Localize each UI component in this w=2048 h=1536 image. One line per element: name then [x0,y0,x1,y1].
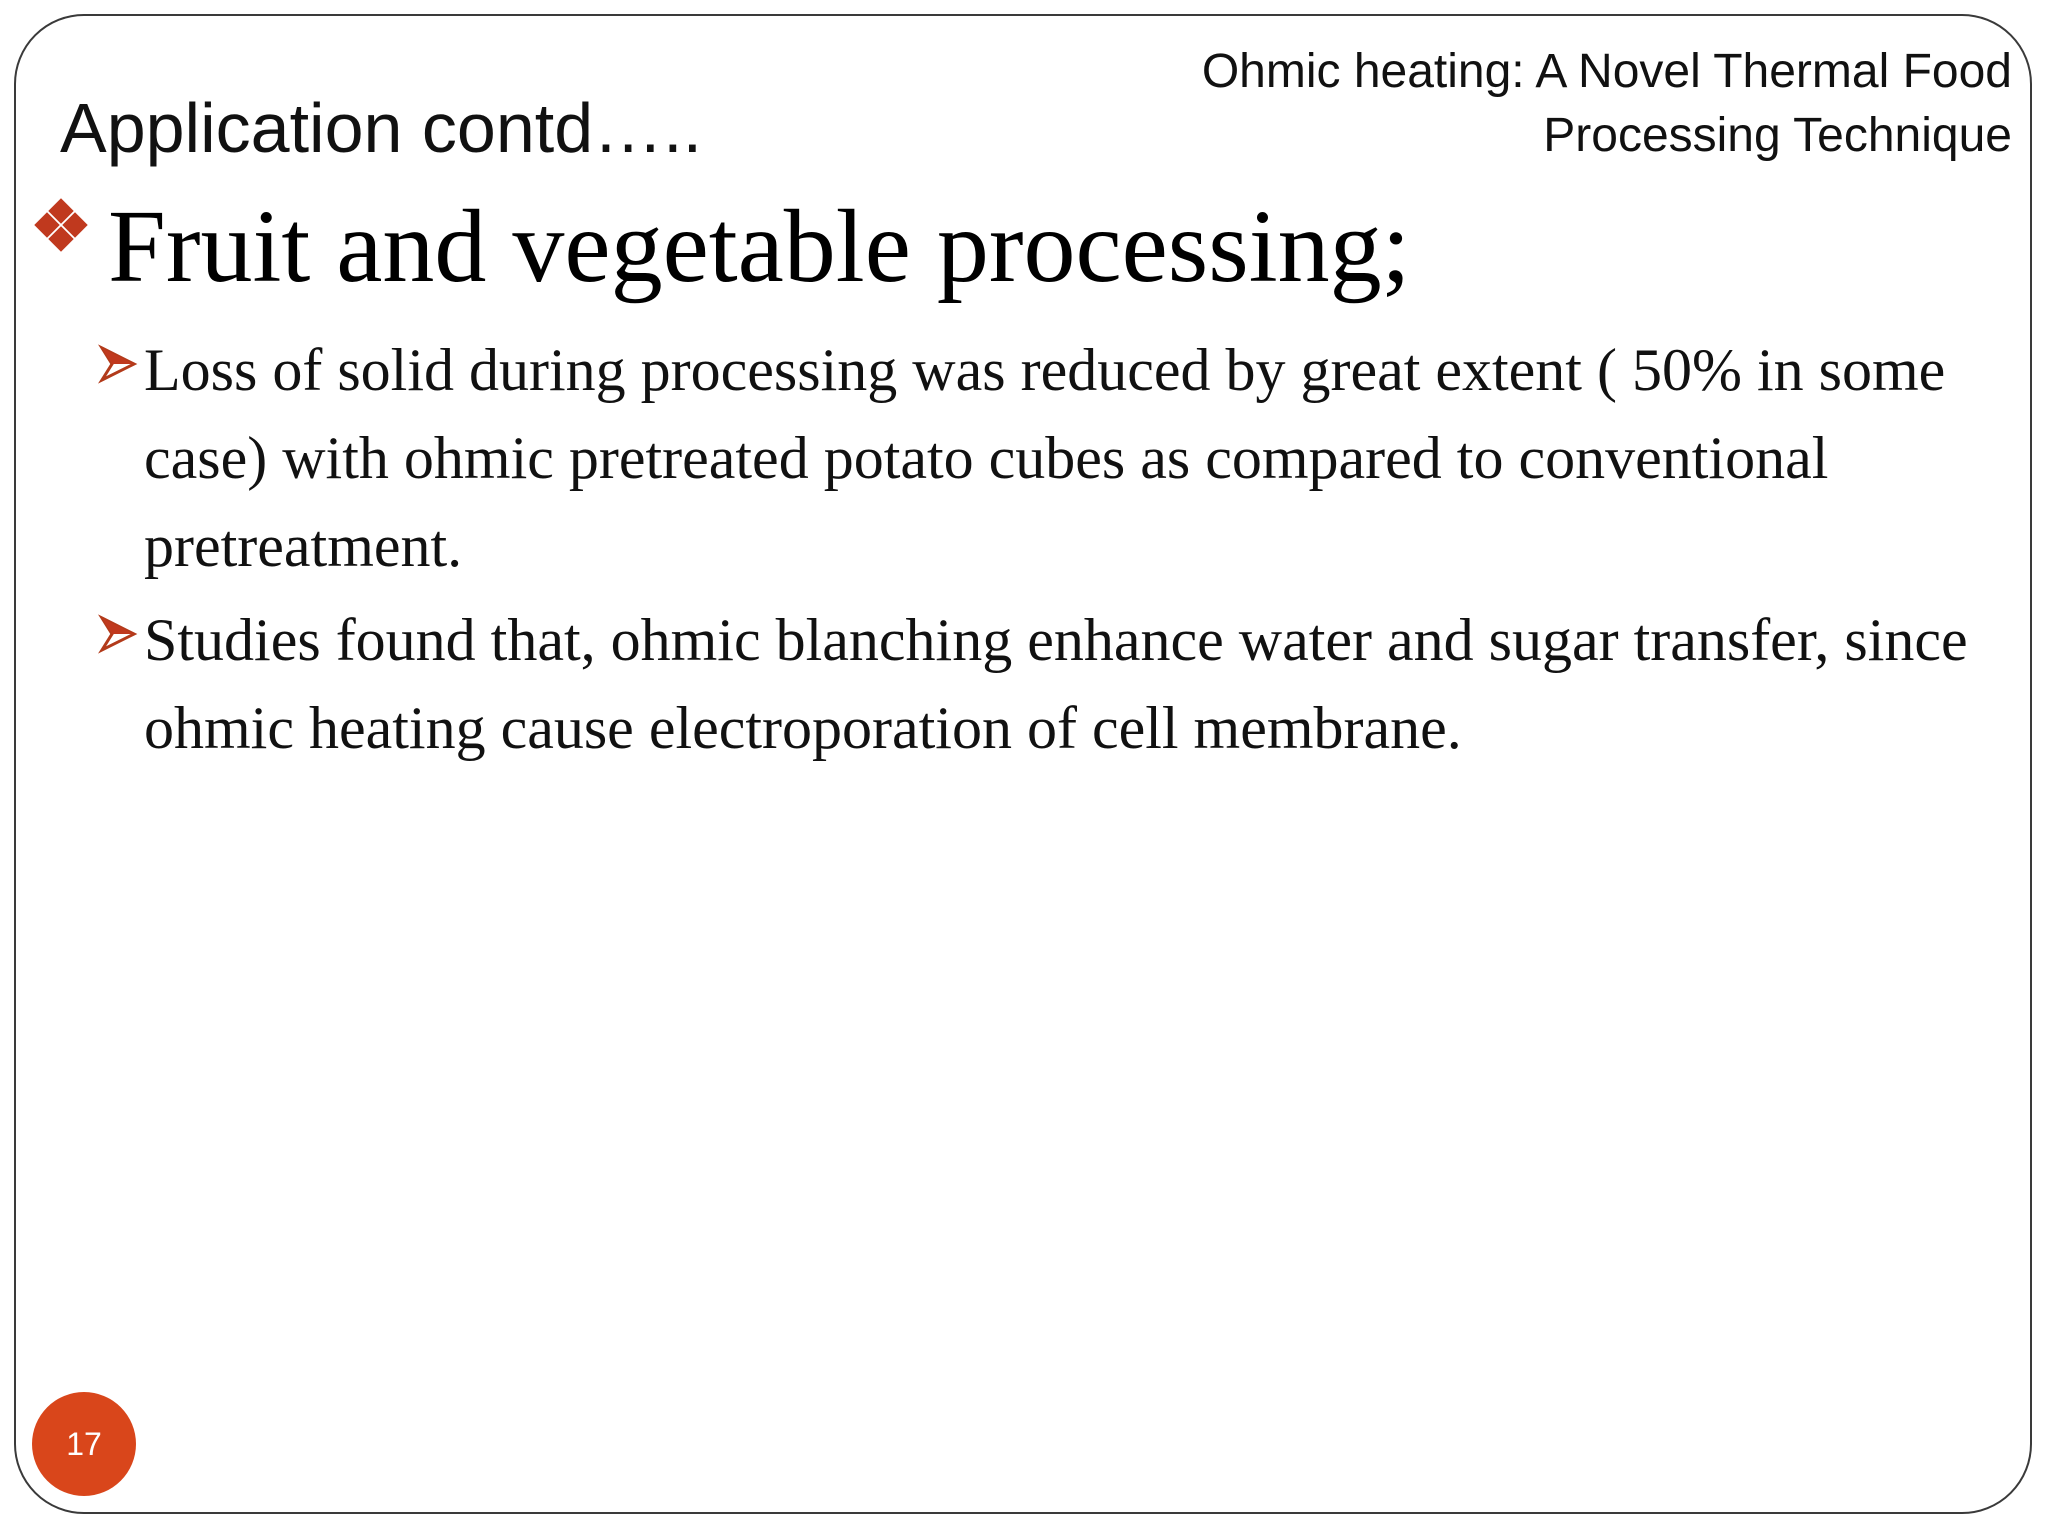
main-bullet-text: Fruit and vegetable processing; [108,189,1411,304]
page-number-badge: 17 [32,1392,136,1496]
presentation-title-line-1: Ohmic heating: A Novel Thermal Food [1201,45,2012,98]
sub-bullet-item [98,596,2028,772]
presentation-title-line-2: Processing Technique [1543,109,2012,162]
sub-bullet-item [98,326,2028,590]
slide-title: Application contd….. [60,89,703,167]
diamond-cluster-icon [24,190,108,270]
sub-bullet-list [98,326,2028,778]
main-bullet-point [24,190,1411,304]
arrowhead-icon [98,614,138,654]
sub-bullet-text: Loss of solid during processing was reduced by great extent ( 50% in some case) with ohmic pretreated potato cubes as compared to conventional pretreatment. [144,337,1946,579]
sub-bullet-text: Studies found that, ohmic blanching enhance water and sugar transfer, since ohmic heating cause electroporation of cell membrane. [144,607,1968,761]
arrowhead-icon [98,344,138,384]
presentation-title [1012,40,2012,168]
